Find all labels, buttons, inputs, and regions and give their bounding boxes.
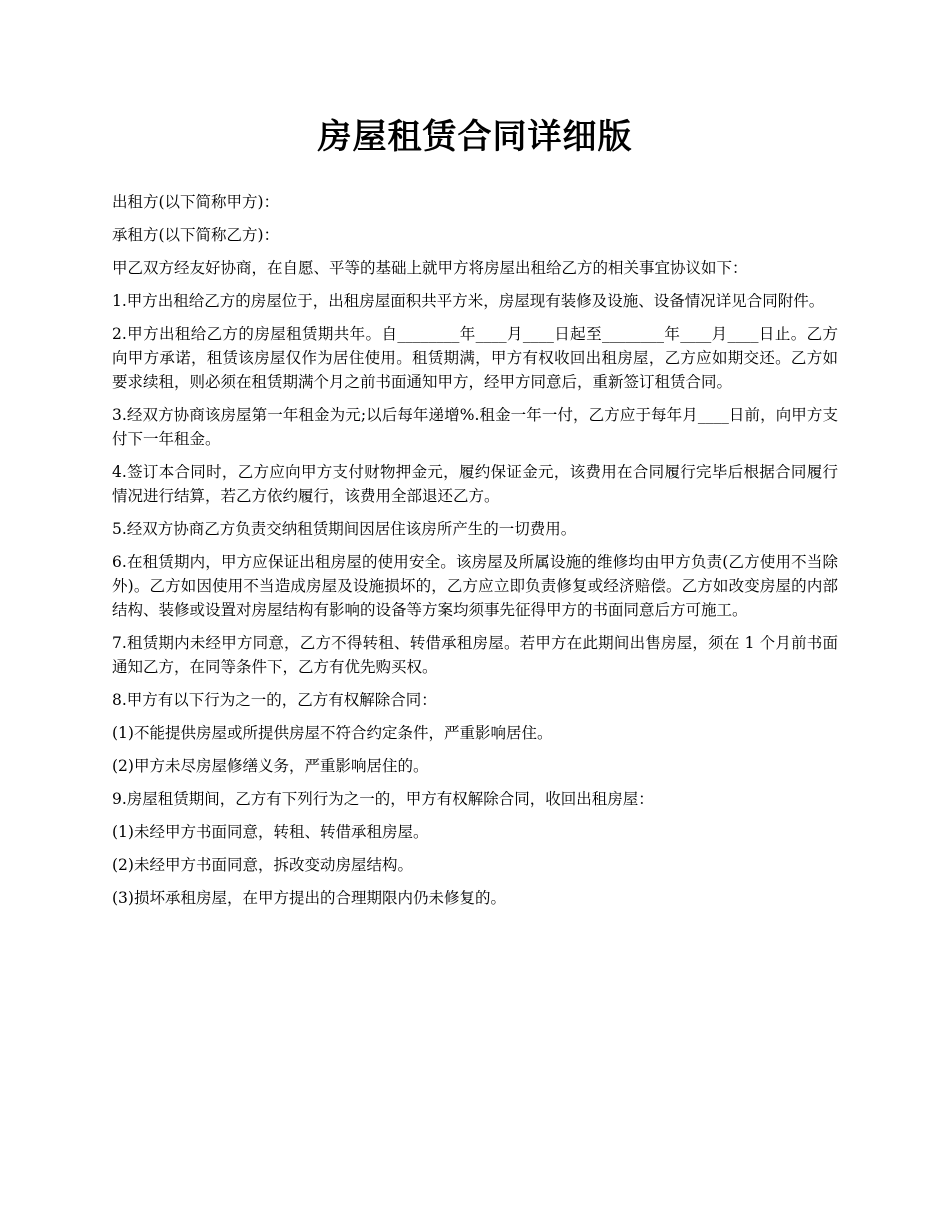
lessor-line: 出租方(以下简称甲方)： [112, 193, 280, 211]
lessee-line: 承租方(以下简称乙方)： [112, 226, 280, 244]
document-title: 房屋租赁合同详细版 [317, 117, 633, 157]
preamble-paragraph: 甲乙双方经友好协商，在自愿、平等的基础上就甲方将房屋出租给乙方的相关事宜协议如下： [112, 259, 748, 277]
clause-3: 3.经双方协商该房屋第一年租金为元;以后每年递增%.租金一年一付，乙方应于每年月____日前，向甲方支付下一年租金。 [112, 406, 838, 448]
clause-9-item-1: (1)未经甲方书面同意，转租、转借承租房屋。 [112, 823, 429, 841]
clause-9-item-2: (2)未经甲方书面同意，拆改变动房屋结构。 [112, 856, 413, 874]
clause-9: 9.房屋租赁期间，乙方有下列行为之一的，甲方有权解除合同，收回出租房屋： [112, 790, 654, 808]
clause-9-item-3: (3)损坏承租房屋，在甲方提出的合理期限内仍未修复的。 [112, 889, 506, 907]
clause-7: 7.租赁期内未经甲方同意，乙方不得转租、转借承租房屋。若甲方在此期间出售房屋，须在 1 个月前书面通知乙方，在同等条件下，乙方有优先购买权。 [112, 634, 838, 676]
clause-8-item-1: (1)不能提供房屋或所提供房屋不符合约定条件，严重影响居住。 [112, 724, 553, 742]
clause-4: 4.签订本合同时，乙方应向甲方支付财物押金元，履约保证金元，该费用在合同履行完毕后根据合同履行情况进行结算，若乙方依约履行，该费用全部退还乙方。 [112, 463, 838, 505]
clause-5: 5.经双方协商乙方负责交纳租赁期间因居住该房所产生的一切费用。 [112, 520, 577, 538]
clause-1: 1.甲方出租给乙方的房屋位于，出租房屋面积共平方米，房屋现有装修及设施、设备情况详见合同附件。 [112, 292, 825, 310]
clause-6: 6.在租赁期内，甲方应保证出租房屋的使用安全。该房屋及所属设施的维修均由甲方负责(乙方使用不当除外)。乙方如因使用不当造成房屋及设施损坏的，乙方应立即负责修复或经济赔偿。乙方如改变房屋的内部结构、装修或设置对房屋结构有影响的设备等方案均须事先征得甲方的书面同意后方可施工。 [112, 553, 838, 619]
clause-8-item-2: (2)甲方未尽房屋修缮义务，严重影响居住的。 [112, 757, 429, 775]
clause-8: 8.甲方有以下行为之一的，乙方有权解除合同： [112, 691, 437, 709]
clause-2: 2.甲方出租给乙方的房屋租赁期共年。自________年____月____日起至________年____月____日止。乙方向甲方承诺，租赁该房屋仅作为居住使用。租赁期满，甲方有权收回出租房屋，乙方应如期交还。乙方如要求续租，则必须在租赁期满个月之前书面通知甲方，经甲方同意后，重新签订租赁合同。 [112, 325, 838, 391]
